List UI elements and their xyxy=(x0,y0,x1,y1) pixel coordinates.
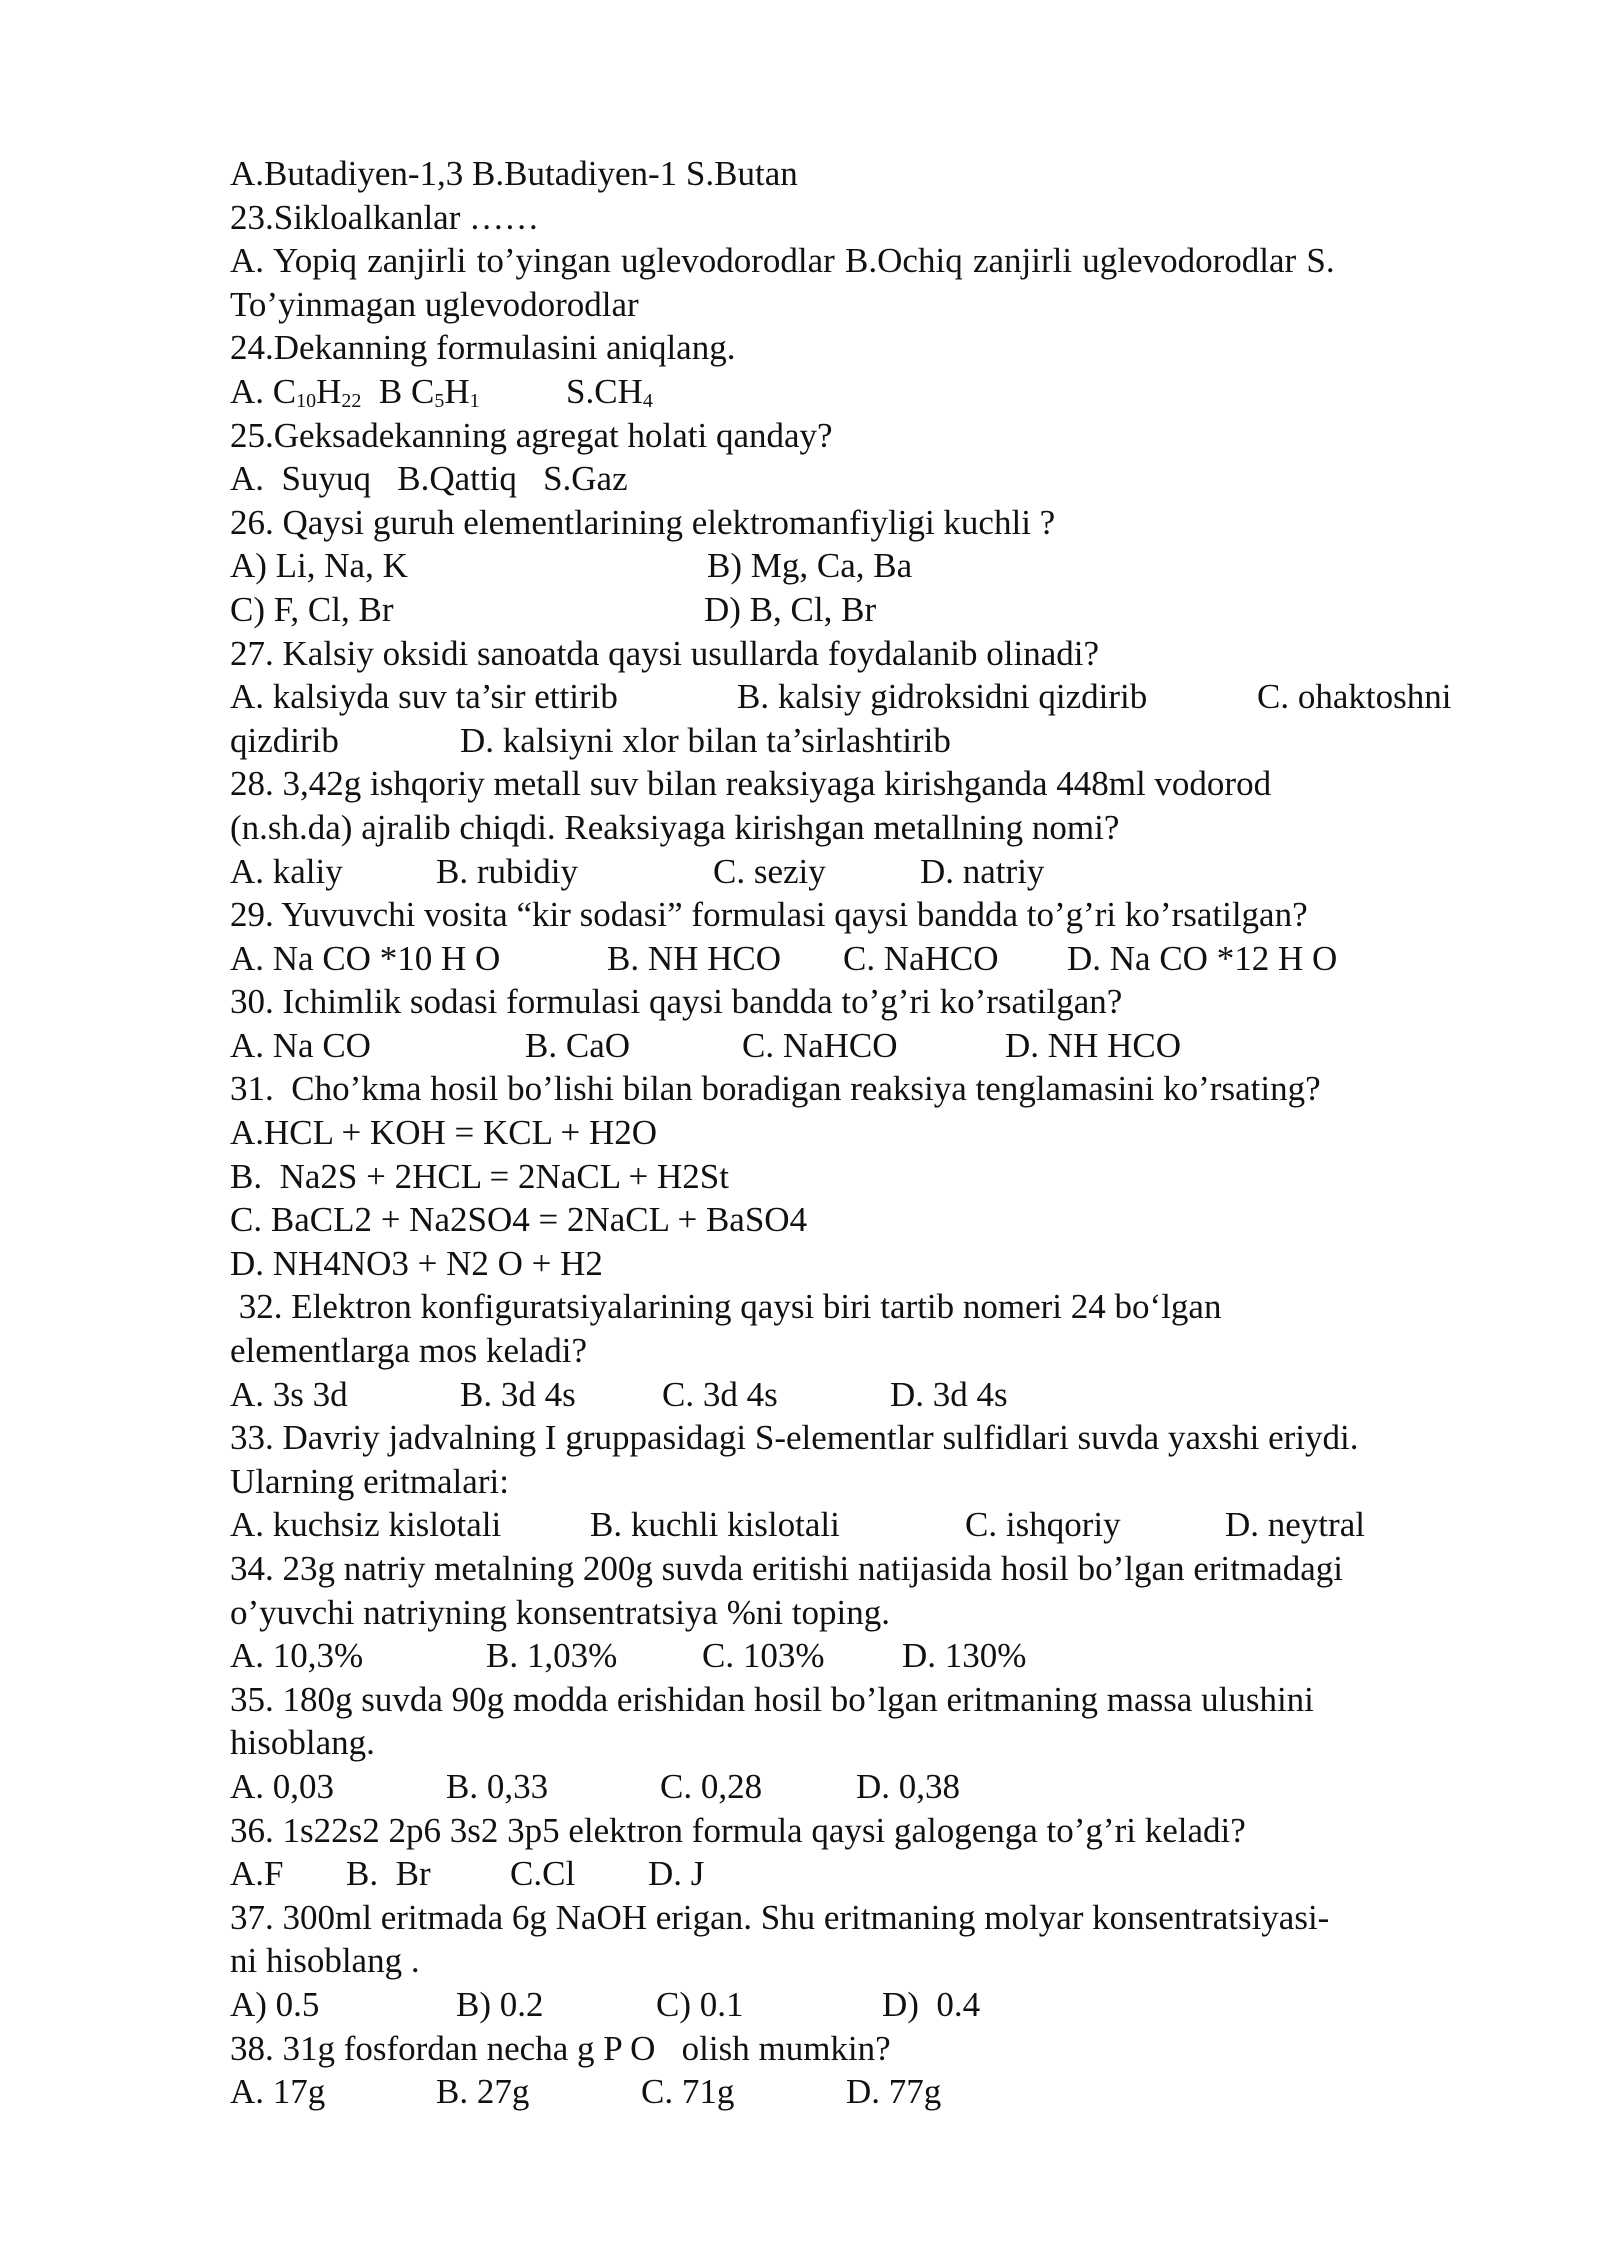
question-35-options: A. 0,03 B. 0,33 C. 0,28 D. 0,38 xyxy=(230,1766,961,1806)
question-31: 31. Cho’kma hosil bo’lishi bilan boradigan reaksiya tenglamasini ko’rsating? xyxy=(230,1069,1321,1109)
question-35-cont: hisoblang. xyxy=(230,1723,375,1763)
question-37-cont: ni hisoblang . xyxy=(230,1941,420,1981)
question-37: 37. 300ml eritmada 6g NaOH erigan. Shu eritmaning molyar konsentratsiyasi- xyxy=(230,1897,1330,1937)
question-27: 27. Kalsiy oksidi sanoatda qaysi usullarda foydalanib olinadi? xyxy=(230,633,1099,673)
question-31-option-d: D. NH4NO3 + N2 O + H2 xyxy=(230,1243,603,1283)
question-29-options: A. Na CO *10 H O B. NH HCO C. NaHCO D. Na CO *12 H O xyxy=(230,938,1338,978)
question-23-options-cont: To’yinmagan uglevodorodlar xyxy=(230,284,639,324)
question-26-options-row1: A) Li, Na, K B) Mg, Ca, Ba xyxy=(230,546,913,586)
question-23: 23.Sikloalkanlar …… xyxy=(230,197,540,237)
question-37-options: A) 0.5 B) 0.2 C) 0.1 D) 0.4 xyxy=(230,1984,981,2024)
question-34: 34. 23g natriy metalning 200g suvda eritishi natijasida hosil bo’lgan eritmadagi xyxy=(230,1549,1343,1588)
question-33: 33. Davriy jadvalning I gruppasidagi S-elementlar sulfidlari suvda yaxshi eriydi. xyxy=(230,1418,1359,1458)
question-25-options: A. Suyuq B.Qattiq S.Gaz xyxy=(230,459,628,499)
question-30-options: A. Na CO B. CaO C. NaHCO D. NH HCO xyxy=(230,1025,1181,1065)
question-32-cont: elementlarga mos keladi? xyxy=(230,1331,587,1371)
text-line: A.Butadiyen-1,3 B.Butadiyen-1 S.Butan xyxy=(230,154,798,193)
question-32: 32. Elektron konfiguratsiyalarining qaysi biri tartib nomeri 24 bo‘lgan xyxy=(230,1287,1222,1327)
question-36-options: A.F B. Br C.Cl D. J xyxy=(230,1854,705,1894)
question-34-options: A. 10,3% B. 1,03% C. 103% D. 130% xyxy=(230,1636,1027,1676)
question-36: 36. 1s22s2 2p6 3s2 3p5 elektron formula qaysi galogenga to’g’ri keladi? xyxy=(230,1810,1246,1850)
question-28: 28. 3,42g ishqoriy metall suv bilan reaksiyaga kirishganda 448ml vodorod xyxy=(230,764,1272,804)
question-27-options-row2: qizdirib D. kalsiyni xlor bilan ta’sirlashtirib xyxy=(230,720,951,760)
question-26-options-row2: C) F, Cl, Br D) B, Cl, Br xyxy=(230,589,877,629)
question-25: 25.Geksadekanning agregat holati qanday? xyxy=(230,415,833,455)
question-28-cont: (n.sh.da) ajralib chiqdi. Reaksiyaga kirishgan metallning nomi? xyxy=(230,807,1120,847)
question-35: 35. 180g suvda 90g modda erishidan hosil bo’lgan eritmaning massa ulushini xyxy=(230,1679,1314,1719)
question-24-options: A. $C_{10}H_{22}$ B $C_5H_1$ $S.CH_4$ xyxy=(230,371,653,412)
question-27-options-row1: A. kalsiyda suv ta’sir ettirib B. kalsiy gidroksidni qizdirib C. ohaktoshni xyxy=(230,677,1452,717)
question-28-options: A. kaliy B. rubidiy C. seziy D. natriy xyxy=(230,851,1045,891)
question-38: 38. 31g fosfordan necha g P O olish mumkin? xyxy=(230,2028,891,2068)
question-34-cont: o’yuvchi natriyning konsentratsiya %ni toping. xyxy=(230,1592,891,1632)
question-31-option-a: A.HCL + KOH = KCL + H2O xyxy=(230,1113,658,1153)
question-24: 24.Dekanning formulasini aniqlang. xyxy=(230,328,736,368)
question-33-cont: Ularning eritmalari: xyxy=(230,1461,509,1501)
question-26: 26. Qaysi guruh elementlarining elektromanfiyligi kuchli ? xyxy=(230,502,1056,542)
document-page xyxy=(230,152,1500,2114)
question-30: 30. Ichimlik sodasi formulasi qaysi bandda to’g’ri ko’rsatilgan? xyxy=(230,982,1123,1022)
question-29: 29. Yuvuvchi vosita “kir sodasi” formulasi qaysi bandda to’g’ri ko’rsatilgan? xyxy=(230,895,1308,935)
question-31-option-b: B. Na2S + 2HCL = 2NaCL + H2St xyxy=(230,1156,729,1196)
question-31-option-c: C. BaCL2 + Na2SO4 = 2NaCL + BaSO4 xyxy=(230,1200,808,1240)
question-23-options: A. Yopiq zanjirli to’yingan uglevodorodlar B.Ochiq zanjirli uglevodorodlar S. xyxy=(230,241,1335,281)
question-33-options: A. kuchsiz kislotali B. kuchli kislotali C. ishqoriy D. neytral xyxy=(230,1505,1365,1545)
question-38-options: A. 17g B. 27g C. 71g D. 77g xyxy=(230,2072,942,2112)
question-32-options: A. 3s 3d B. 3d 4s C. 3d 4s D. 3d 4s xyxy=(230,1374,1008,1414)
